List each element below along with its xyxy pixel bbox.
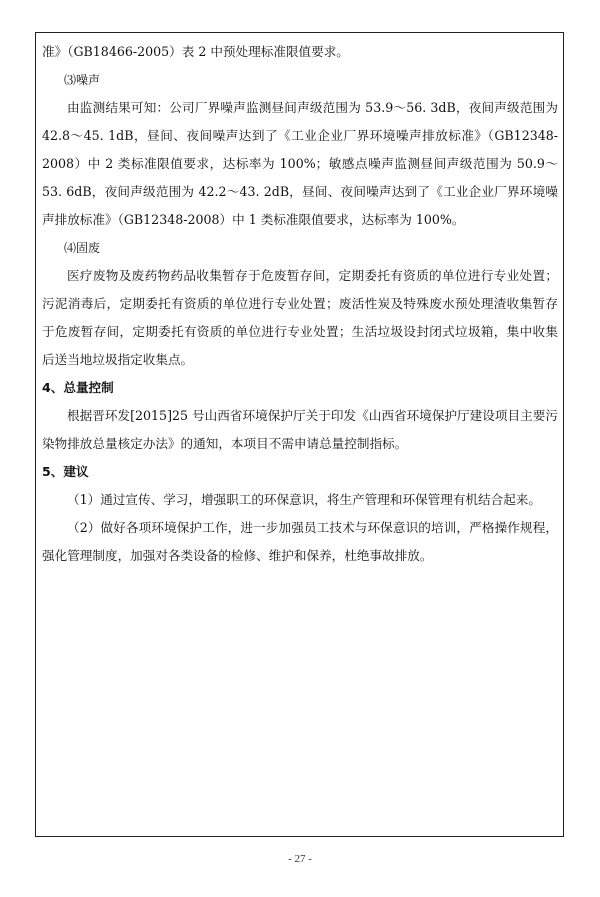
paragraph-noise: 由监测结果可知：公司厂界噪声监测昼间声级范围为 53.9～56. 3dB，夜间声级范围为 42.8～45. 1dB，昼间、夜间噪声达到了《工业企业厂界环境噪声排放标准》（GB12348-2008）中 2 类标准限值要求，达标率为 100%；敏感点噪声监测昼间声级范围为 50.9～53. 6dB，夜间声级范围为 42.2～43. 2dB，昼间、夜间噪声达到了《工业企业厂界环境噪声排放标准》（GB12348-2008）中 1 类标准限值要求，达标率为 100%。 — [42, 100, 558, 227]
heading-total-control: 4、总量控制 — [42, 380, 114, 395]
paragraph-solid-waste: 医疗废物及废药物药品收集暂存于危废暂存间，定期委托有资质的单位进行专业处置；污泥消毒后，定期委托有资质的单位进行专业处置；废活性炭及特殊废水预处理渣收集暂存于危废暂存间，定期委托有资质的单位进行专业处置；生活垃圾设封闭式垃圾箱，集中收集后送当地垃圾指定收集点。 — [42, 268, 558, 367]
page-number: - 27 - — [288, 853, 312, 865]
heading-suggestions: 5、建议 — [42, 464, 89, 479]
document-body — [42, 38, 558, 570]
suggestion-2: （2）做好各项环境保护工作，进一步加强员工技术与环保意识的培训，严格操作规程，强化管理制度，加强对各类设备的检修、维护和保养，杜绝事故排放。 — [42, 520, 558, 563]
paragraph-continuation: 准》（GB18466-2005）表 2 中预处理标准限值要求。 — [42, 44, 349, 59]
paragraph-total-control: 根据晋环发[2015]25 号山西省环境保护厅关于印发《山西省环境保护厅建设项目主要污染物排放总量核定办法》的通知，本项目不需申请总量控制指标。 — [42, 408, 558, 451]
suggestion-1: （1）通过宣传、学习，增强职工的环保意识，将生产管理和环保管理有机结合起来。 — [67, 492, 541, 507]
subheading-solid-waste: ⑷固废 — [64, 241, 101, 255]
subheading-noise: ⑶噪声 — [64, 73, 101, 87]
